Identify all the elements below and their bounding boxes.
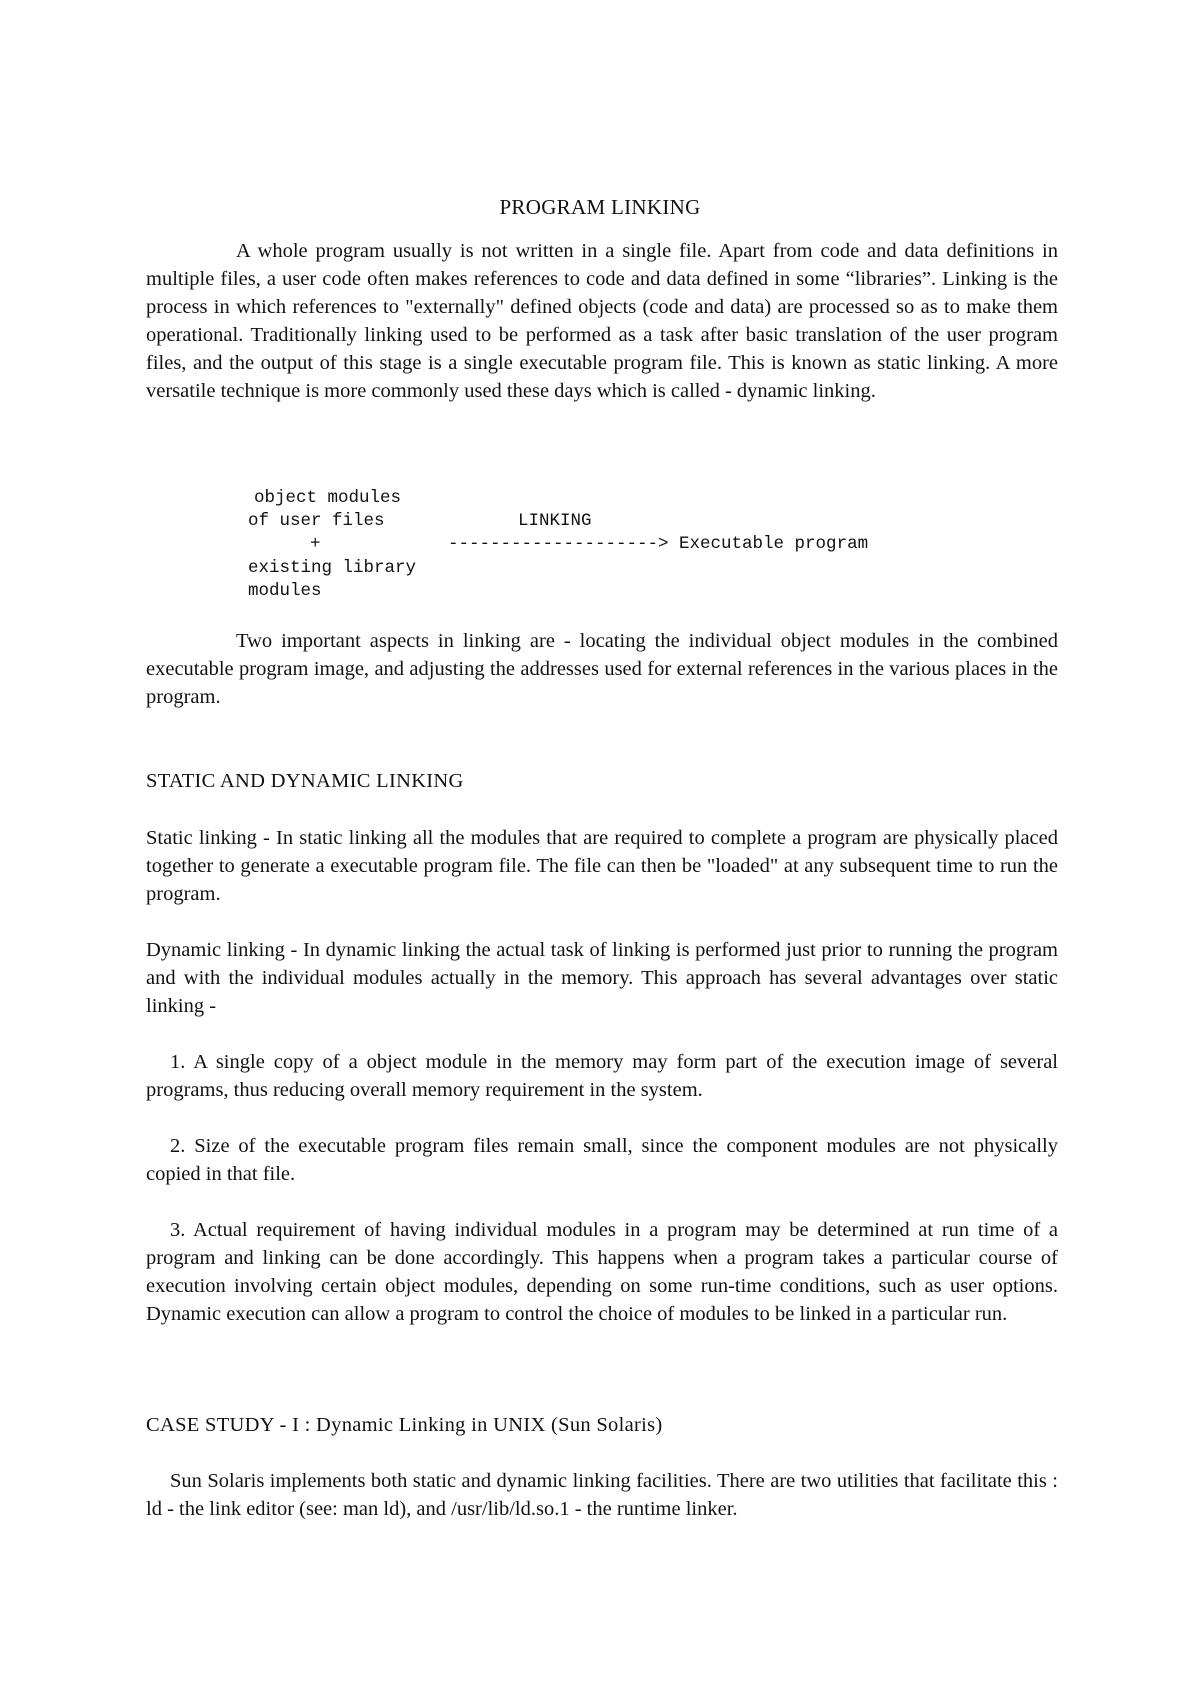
advantage-item-3: 3. Actual requirement of having individual modules in a program may be determined at run time of a program and linking can be done accordingly. This happens when a program takes a particular course of execution involving certain object modules, depending on some run-time conditions, such as user options. Dynamic execution can allow a program to control the choice of modules to be linked in a particular run. <box>146 1219 1058 1325</box>
section-heading: STATIC AND DYNAMIC LINKING <box>146 770 464 792</box>
dynamic-linking-paragraph: Dynamic linking - In dynamic linking the actual task of linking is performed just prior to running the program and with the individual modules actually in the memory. This approach has several advantages over static linking - <box>146 939 1058 1017</box>
case-study-paragraph: Sun Solaris implements both static and dynamic linking facilities. There are two utilities that facilitate this : ld - the link editor (see: man ld), and /usr/lib/ld.so.1 - the runtime linker. <box>146 1470 1058 1520</box>
diagram-linking-label: LINKING <box>518 511 592 531</box>
linking-diagram <box>248 487 1048 607</box>
diagram-plus: + <box>310 534 321 554</box>
diagram-arrow: --------------------> Executable program <box>448 534 869 554</box>
case-study-heading: CASE STUDY - I : Dynamic Linking in UNIX (Sun Solaris) <box>146 1414 663 1436</box>
diagram-object-modules: object modules <box>254 488 402 508</box>
advantage-item-2: 2. Size of the executable program files remain small, since the component modules are not physically copied in that file. <box>146 1135 1058 1185</box>
static-linking-paragraph: Static linking - In static linking all the modules that are required to complete a program are physically placed together to generate a executable program file. The file can then be "loaded" at any subsequent time to run the program. <box>146 827 1058 905</box>
diagram-user-files: of user files <box>248 511 385 531</box>
aspects-paragraph: Two important aspects in linking are - locating the individual object modules in the combined executable program image, and adjusting the addresses used for external references in the various places in the program. <box>146 630 1058 708</box>
advantage-item-1: 1. A single copy of a object module in the memory may form part of the execution image of several programs, thus reducing overall memory requirement in the system. <box>146 1051 1058 1101</box>
intro-paragraph: A whole program usually is not written in a single file. Apart from code and data definitions in multiple files, a user code often makes references to code and data defined in some “libraries”. Linking is the process in which references to "externally" defined objects (code and data) are processed so as to make them operational. Traditionally linking used to be performed as a task after basic translation of the user program files, and the output of this stage is a single executable program file. This is known as static linking. A more versatile technique is more commonly used these days which is called - dynamic linking. <box>146 240 1058 402</box>
diagram-existing-library: existing library <box>248 558 417 578</box>
page-title: PROGRAM LINKING <box>499 195 701 219</box>
diagram-modules: modules <box>248 581 322 601</box>
